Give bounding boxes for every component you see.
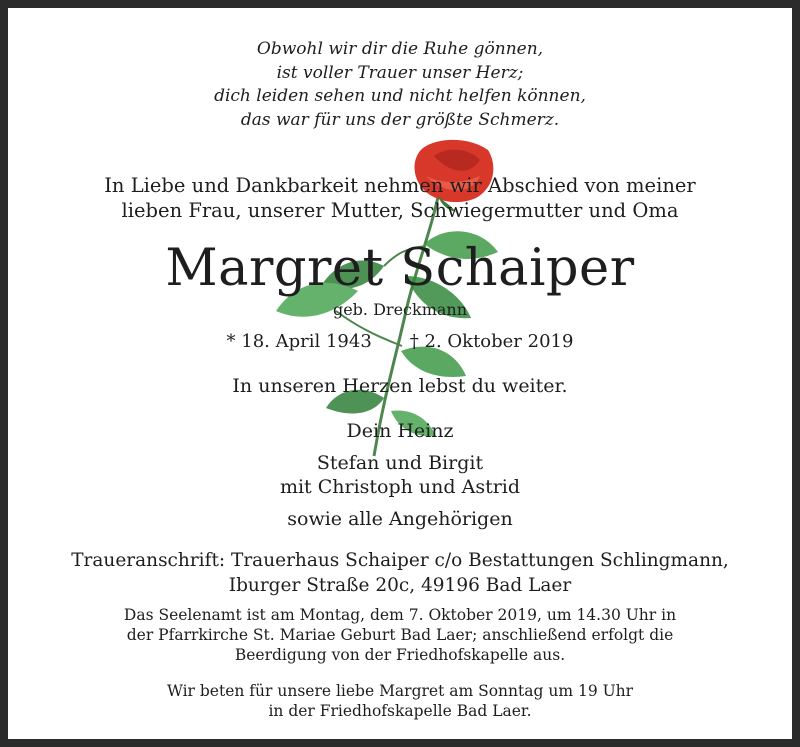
- service-line: Das Seelenamt ist am Montag, dem 7. Oktober 2019, um 14.30 Uhr in: [123, 606, 677, 624]
- poem-line: dich leiden sehen und nicht helfen können,: [214, 86, 586, 106]
- poem: [8, 38, 792, 132]
- spacer: [8, 499, 792, 507]
- mourner-grandchildren: mit Christoph und Astrid: [279, 476, 521, 498]
- poem-line: Obwohl wir dir die Ruhe gönnen,: [256, 39, 544, 59]
- death-date: † 2. Oktober 2019: [409, 331, 574, 352]
- mourner-spouse: Dein Heinz: [346, 420, 454, 442]
- address-line: Iburger Straße 20c, 49196 Bad Laer: [228, 575, 572, 596]
- birth-name: geb. Dreckmann: [332, 300, 468, 319]
- mourner-children: Stefan und Birgit: [316, 452, 484, 474]
- intro-line: lieben Frau, unserer Mutter, Schwiegermutter und Oma: [121, 199, 679, 222]
- mourner-others: sowie alle Angehörigen: [287, 508, 513, 530]
- service-line: Beerdigung von der Friedhofskapelle aus.: [234, 646, 566, 664]
- deceased-name: Margret Schaiper: [165, 239, 635, 298]
- birth-date: * 18. April 1943: [226, 331, 372, 352]
- life-dates: [8, 330, 792, 354]
- funeral-service-info: [8, 605, 792, 665]
- prayer-info: [8, 681, 792, 721]
- service-line: der Pfarrkirche St. Mariae Geburt Bad Laer; anschließend erfolgt die: [126, 626, 674, 644]
- farewell-intro: [8, 173, 792, 223]
- poem-line: ist voller Trauer unser Herz;: [276, 62, 524, 83]
- intro-line: In Liebe und Dankbarkeit nehmen wir Abschied von meiner: [104, 174, 696, 197]
- spacer: [8, 443, 792, 451]
- mourners: [8, 419, 792, 531]
- motto: In unseren Herzen lebst du weiter.: [232, 375, 568, 397]
- poem-line: das war für uns der größte Schmerz.: [240, 109, 560, 130]
- prayer-line: Wir beten für unsere liebe Margret am Sonntag um 19 Uhr: [166, 682, 634, 700]
- prayer-line: in der Friedhofskapelle Bad Laer.: [268, 702, 532, 720]
- address-line: Traueranschrift: Trauerhaus Schaiper c/o Bestattungen Schlingmann,: [71, 550, 729, 571]
- mourning-address: [8, 548, 792, 598]
